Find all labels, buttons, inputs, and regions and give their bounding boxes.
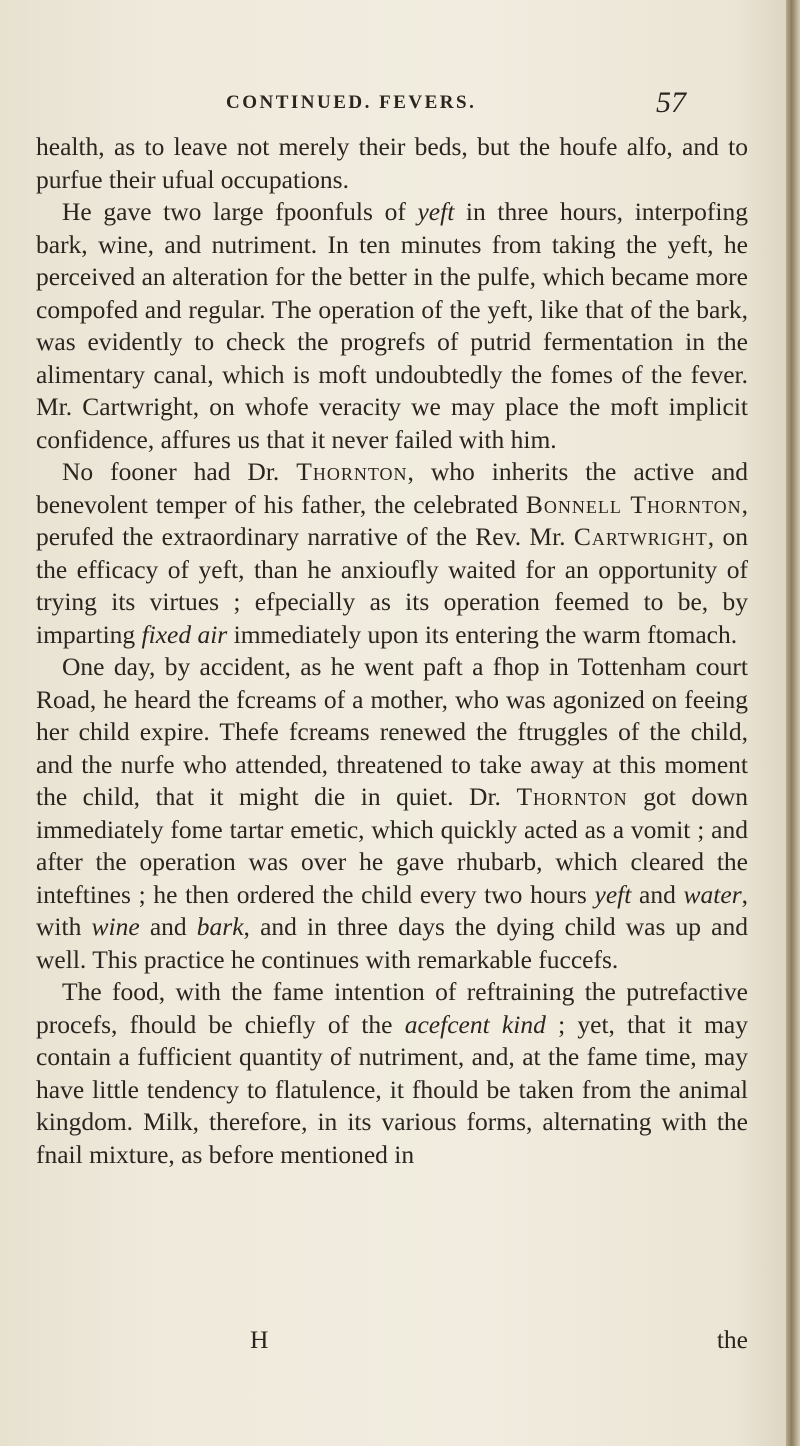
text-run: and (631, 879, 684, 909)
signature-mark: H (250, 1325, 269, 1354)
text-run: One day, by accident, as he went paft a fhop in Tottenham court Road, he heard the fcreams of a mother, who was agonized on feeing her child expire. Thefe fcreams renewed the ftruggles of the child, and the nurfe who attended, threatened to take away at this moment the child, that it might die in quiet. Dr. (36, 652, 748, 811)
text-run: , with (36, 879, 748, 941)
page-edge-shadow (786, 0, 800, 1446)
text-run: acefcent kind (404, 1009, 546, 1039)
paragraph (36, 456, 748, 651)
text-run: ; yet, that it may contain a fufficient quantity of nutriment, and, at the fame time, may have little tendency to flatulence, it fhould be taken from the animal kingdom. Milk, therefore, in its various forms, alternating with the fnail mixture, as before mentioned in (36, 1009, 748, 1169)
text-run: immediately upon its entering the warm ftomach. (227, 619, 738, 649)
text-run: in three hours, interpofing bark, wine, and nutriment. In ten minutes from taking the yeft, he perceived an alteration for the better in the pulfe, which became more compofed and regular. The operation of the yeft, like that of the bark, was evidently to check the progrefs of putrid fermentation in the alimentary canal, which is moft undoubtedly the fomes of the fever. Mr. Cartwright, on whofe veracity we may place the moft implicit confidence, affures us that it never failed with him. (36, 197, 748, 454)
text-run: Thornton (516, 782, 628, 811)
text-run: health, as to leave not merely their beds, but the houfe alfo, and to purfue their ufual occupations. (36, 132, 748, 194)
text-run: Cartwright (573, 522, 708, 551)
catchword: the (716, 1325, 748, 1354)
paragraph (36, 196, 748, 456)
text-run: , who inherits the active and benevolent temper of his father, the celebrated (36, 457, 748, 519)
text-run: Thornton (296, 457, 408, 486)
page-number: 57 (656, 86, 686, 119)
text-run: yeft (594, 879, 632, 909)
running-head (226, 86, 686, 128)
text-run: Bonnell Thornton (525, 489, 742, 519)
text-run: The food, with the fame intention of reftraining the putrefactive procefs, fhould be chiefly of the (36, 977, 748, 1039)
text-run: bark (196, 912, 244, 941)
text-run: , and in three days the dying child was up and well. This practice he continues with remarkable fuccefs. (36, 912, 748, 974)
text-run: yeft (417, 197, 455, 226)
text-run: wine (91, 912, 140, 941)
page-footer (36, 1325, 748, 1359)
paragraph (36, 976, 748, 1171)
text-run: , perufed the extraordinary narrative of the Rev. Mr. (36, 489, 748, 551)
text-run: , on the efficacy of yeft, than he anxioufly waited for an opportunity of trying its virtues ; efpecially as its operation feemed to be, by imparting (36, 522, 748, 649)
text-run: He gave two large fpoonfuls of (62, 197, 418, 226)
running-title: CONTINUED. FEVERS. (226, 92, 477, 113)
text-run: got down immediately fome tartar emetic, which quickly acted as a vomit ; and after the operation was over he gave rhubarb, which cleared the inteftines ; he then ordered the child every two hours (36, 782, 748, 909)
paragraph (36, 651, 748, 976)
text-run: water (683, 879, 742, 909)
text-run: No fooner had Dr. (62, 457, 297, 486)
body-text (36, 131, 748, 1171)
text-run: fixed air (141, 619, 228, 649)
paragraph (36, 131, 748, 196)
text-run: and (139, 912, 197, 941)
